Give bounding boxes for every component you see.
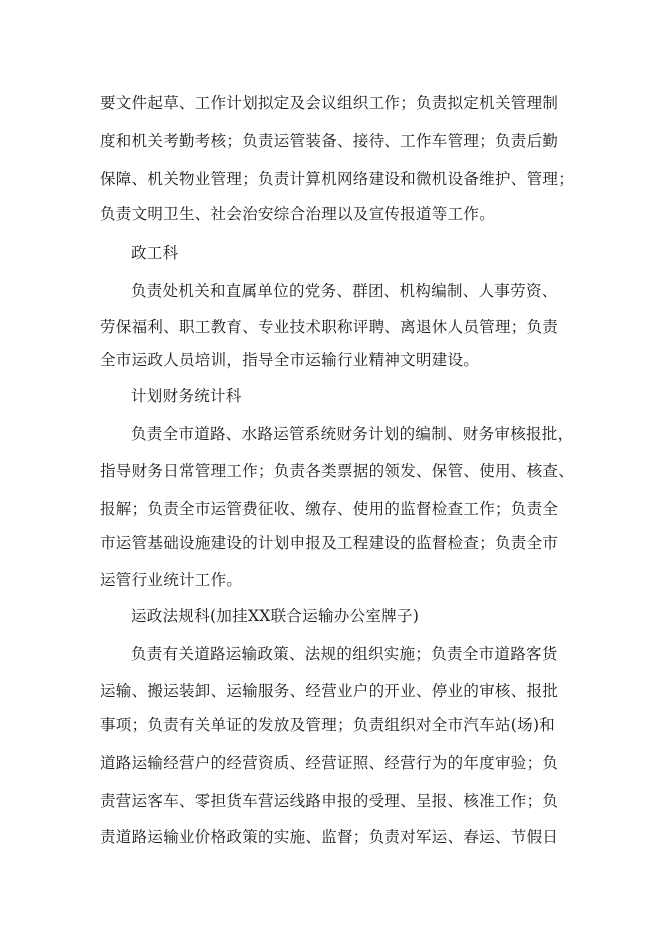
text-line: 负责处机关和直属单位的党务、群团、机构编制、人事劳资、	[131, 282, 558, 300]
text-line: 事项；负责有关单证的发放及管理；负责组织对全市汽车站(场)和	[100, 716, 556, 734]
text-line: 市运管基础设施建设的计划申报及工程建设的监督检查；负责全市	[100, 534, 559, 552]
text-line: 度和机关考勤考核；负责运管装备、接待、工作车管理；负责后勤	[100, 132, 559, 150]
text-line: 负责有关道路运输政策、法规的组织实施；负责全市道路客货	[131, 645, 558, 663]
text-line: 劳保福利、职工教育、专业技术职称评聘、离退休人员管理；负责	[100, 318, 559, 336]
text-line: 保障、机关物业管理；负责计算机网络建设和微机设备维护、管理；	[100, 170, 575, 188]
text-line: 全市运政人员培训，指导全市运输行业精神文明建设。	[100, 351, 480, 369]
text-line: 负责全市道路、水路运管系统财务计划的编制、财务审核报批，	[131, 425, 574, 443]
text-line: 指导财务日常管理工作；负责各类票据的领发、保管、使用、核查、	[100, 462, 575, 480]
text-line: 运输、搬运装卸、运输服务、经营业户的开业、停业的审核、报批	[100, 682, 559, 700]
text-line: 责营运客车、零担货车营运线路申报的受理、呈报、核准工作；负	[100, 792, 559, 810]
text-line: 责道路运输业价格政策的实施、监督；负责对军运、春运、节假日	[100, 828, 559, 846]
text-line: 运管行业统计工作。	[100, 571, 243, 589]
section-heading: 运政法规科(加挂XX联合运输办公室牌子)	[131, 607, 420, 625]
text-line: 要文件起草、工作计划拟定及会议组织工作；负责拟定机关管理制	[100, 94, 559, 112]
section-heading: 政工科	[131, 244, 179, 262]
text-line: 报解；负责全市运管费征收、缴存、使用的监督检查工作；负责全	[100, 500, 559, 518]
text-line: 负责文明卫生、社会治安综合治理以及宣传报道等工作。	[100, 205, 496, 223]
section-heading: 计划财务统计科	[131, 387, 242, 405]
text-line: 道路运输经营户的经营资质、经营证照、经营行为的年度审验；负	[100, 754, 559, 772]
